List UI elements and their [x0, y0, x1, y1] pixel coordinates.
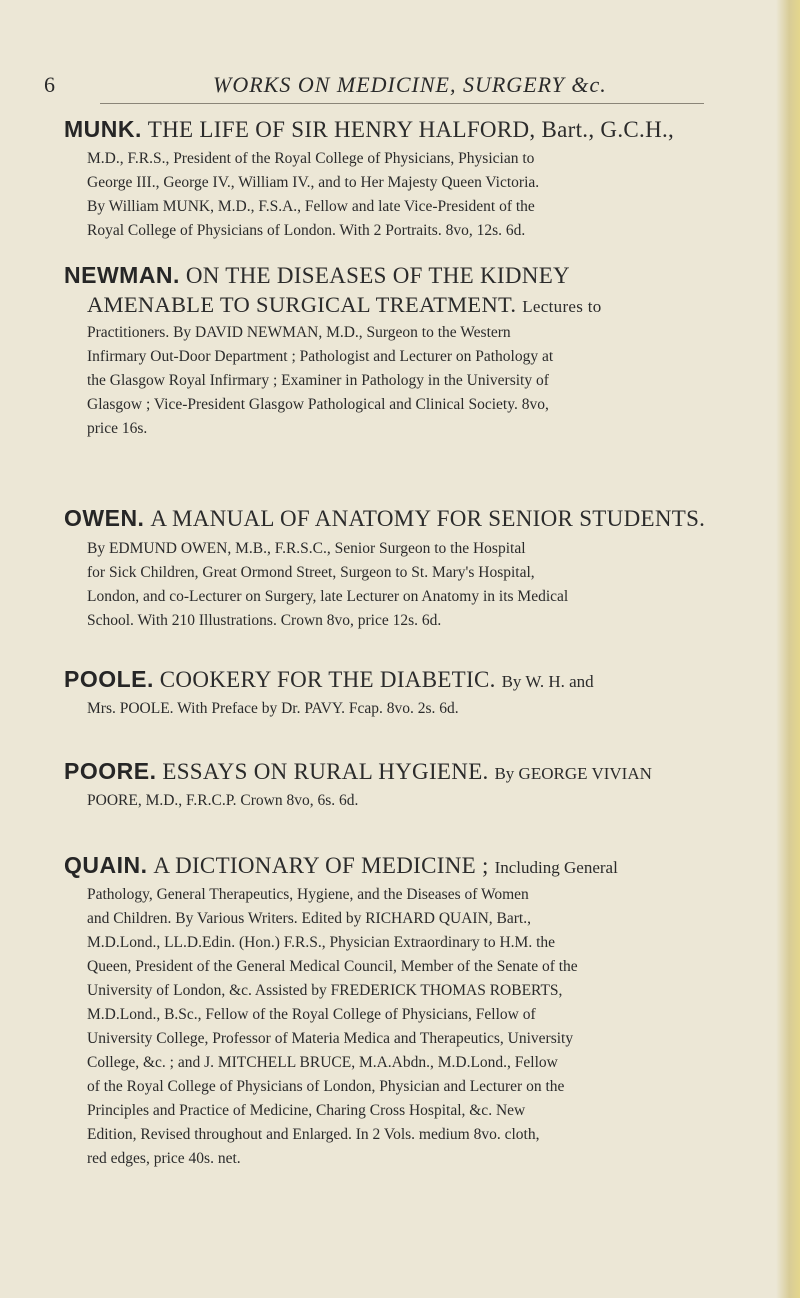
- entry-title: ON THE DISEASES OF THE KIDNEY: [185, 263, 570, 288]
- entry-title-tail: Including General: [494, 858, 618, 877]
- page-number: 6: [44, 72, 55, 97]
- entry-title: THE LIFE OF SIR HENRY HALFORD, Bart., G.C.H.,: [147, 117, 675, 142]
- entry-heading: [64, 760, 652, 785]
- entry-author: NEWMAN.: [64, 262, 180, 288]
- entry-title-line: AMENABLE TO SURGICAL TREATMENT.: [87, 292, 517, 317]
- entry-title: A MANUAL OF ANATOMY FOR SENIOR STUDENTS.: [150, 506, 706, 531]
- entry-line: George III., George IV., William IV., and to Her Majesty Queen Victoria.: [87, 174, 540, 191]
- entry-line: University College, Professor of Materia Medica and Therapeutics, University: [87, 1030, 574, 1047]
- entry-line: Royal College of Physicians of London. With 2 Portraits. 8vo, 12s. 6d.: [87, 222, 526, 239]
- entry-heading: [64, 668, 594, 693]
- entry-line: of the Royal College of Physicians of London, Physician and Lecturer on the: [87, 1078, 565, 1095]
- entry-line: University of London, &c. Assisted by FREDERICK THOMAS ROBERTS,: [87, 982, 563, 999]
- entry-title-tail: Lectures to: [522, 297, 602, 316]
- entry-line: red edges, price 40s. net.: [87, 1150, 241, 1167]
- entry-line: M.D., F.R.S., President of the Royal College of Physicians, Physician to: [87, 150, 535, 167]
- entry-line: Edition, Revised throughout and Enlarged. In 2 Vols. medium 8vo. cloth,: [87, 1126, 540, 1143]
- entry-line: Glasgow ; Vice-President Glasgow Pathological and Clinical Society. 8vo,: [87, 396, 549, 413]
- entry-heading: [64, 118, 674, 143]
- entry-line: Practitioners. By DAVID NEWMAN, M.D., Surgeon to the Western: [87, 324, 511, 341]
- header-rule: [100, 103, 704, 104]
- entry-line: By William MUNK, M.D., F.S.A., Fellow and late Vice-President of the: [87, 198, 535, 215]
- entry-title: COOKERY FOR THE DIABETIC.: [159, 667, 496, 692]
- entry-line: Queen, President of the General Medical Council, Member of the Senate of the: [87, 958, 578, 975]
- entry-line: London, and co-Lecturer on Surgery, late Lecturer on Anatomy in its Medical: [87, 588, 569, 605]
- entry-title-tail: By W. H. and: [501, 672, 594, 691]
- entry-author: POOLE.: [64, 666, 154, 692]
- entry-line: School. With 210 Illustrations. Crown 8vo, price 12s. 6d.: [87, 612, 442, 629]
- entry-heading: [64, 507, 705, 532]
- entry-title-tail: By GEORGE VIVIAN: [494, 764, 652, 783]
- entry-line: M.D.Lond., B.Sc., Fellow of the Royal College of Physicians, Fellow of: [87, 1006, 536, 1023]
- entry-line: By EDMUND OWEN, M.B., F.R.S.C., Senior Surgeon to the Hospital: [87, 540, 526, 557]
- entry-line: POORE, M.D., F.R.C.P. Crown 8vo, 6s. 6d.: [87, 792, 359, 809]
- entry-heading: [64, 264, 570, 289]
- entry-line: the Glasgow Royal Infirmary ; Examiner in Pathology in the University of: [87, 372, 549, 389]
- entry-author: MUNK.: [64, 116, 142, 142]
- page-edge: [776, 0, 800, 1298]
- entry-author: POORE.: [64, 758, 157, 784]
- entry-title-continued: [87, 294, 602, 317]
- running-head: WORKS ON MEDICINE, SURGERY &c.: [213, 72, 607, 97]
- entry-author: OWEN.: [64, 505, 145, 531]
- entry-line: price 16s.: [87, 420, 148, 437]
- entry-author: QUAIN.: [64, 852, 148, 878]
- entry-title: ESSAYS ON RURAL HYGIENE.: [162, 759, 489, 784]
- entry-line: Mrs. POOLE. With Preface by Dr. PAVY. Fcap. 8vo. 2s. 6d.: [87, 700, 459, 717]
- entry-line: Infirmary Out-Door Department ; Pathologist and Lecturer on Pathology at: [87, 348, 554, 365]
- entry-line: College, &c. ; and J. MITCHELL BRUCE, M.A.Abdn., M.D.Lond., Fellow: [87, 1054, 558, 1071]
- entry-heading: [64, 854, 618, 879]
- entry-line: Principles and Practice of Medicine, Charing Cross Hospital, &c. New: [87, 1102, 526, 1119]
- entry-title: A DICTIONARY OF MEDICINE ;: [153, 853, 489, 878]
- entry-line: for Sick Children, Great Ormond Street, Surgeon to St. Mary's Hospital,: [87, 564, 535, 581]
- entry-line: M.D.Lond., LL.D.Edin. (Hon.) F.R.S., Physician Extraordinary to H.M. the: [87, 934, 556, 951]
- entry-line: and Children. By Various Writers. Edited by RICHARD QUAIN, Bart.,: [87, 910, 531, 927]
- entry-line: Pathology, General Therapeutics, Hygiene, and the Diseases of Women: [87, 886, 529, 903]
